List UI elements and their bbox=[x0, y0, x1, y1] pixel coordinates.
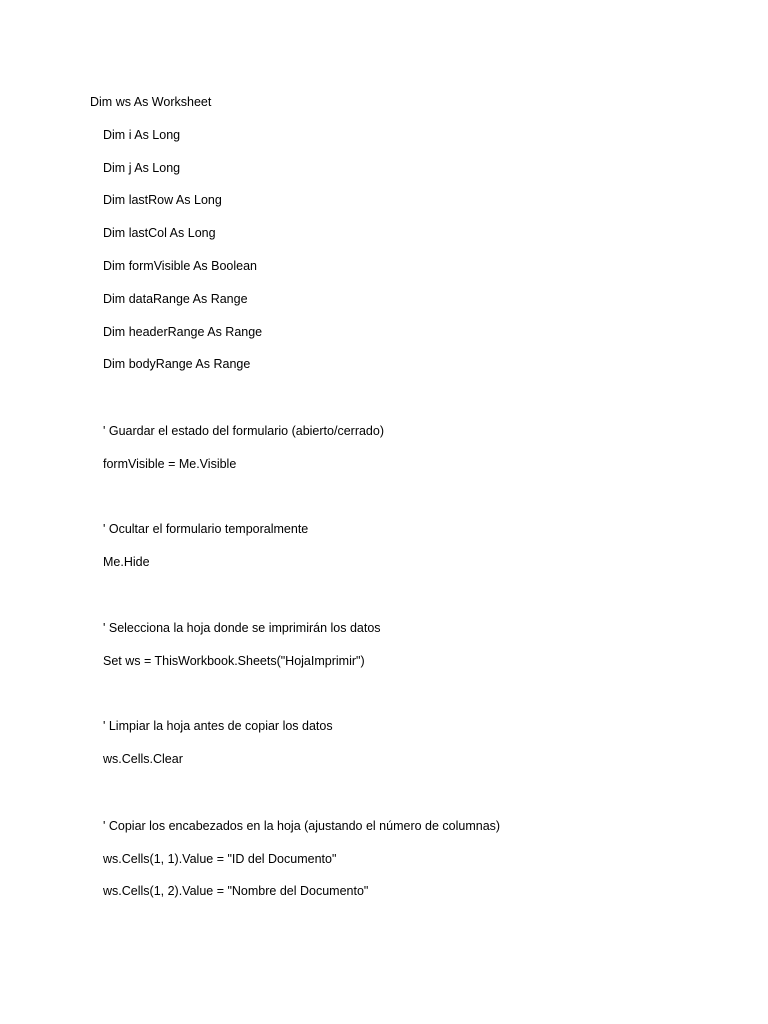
code-line: Dim formVisible As Boolean bbox=[103, 259, 258, 273]
code-line: ws.Cells.Clear bbox=[103, 752, 183, 766]
code-line: Set ws = ThisWorkbook.Sheets("HojaImprimir") bbox=[103, 654, 365, 668]
code-line: Dim ws As Worksheet bbox=[90, 95, 212, 109]
code-comment: ' Copiar los encabezados en la hoja (ajustando el número de columnas) bbox=[103, 819, 501, 833]
code-line: Dim dataRange As Range bbox=[103, 292, 248, 306]
code-line: Dim j As Long bbox=[103, 161, 181, 175]
code-line: Dim lastRow As Long bbox=[103, 193, 222, 207]
code-line: Dim bodyRange As Range bbox=[103, 357, 251, 371]
code-comment: ' Selecciona la hoja donde se imprimirán los datos bbox=[103, 621, 381, 635]
code-line: Me.Hide bbox=[103, 555, 150, 569]
code-line: ws.Cells(1, 1).Value = "ID del Documento" bbox=[103, 852, 337, 866]
code-line: ws.Cells(1, 2).Value = "Nombre del Documento" bbox=[103, 884, 369, 898]
code-line: Dim headerRange As Range bbox=[103, 325, 263, 339]
code-comment: ' Ocultar el formulario temporalmente bbox=[103, 522, 309, 536]
code-line: Dim i As Long bbox=[103, 128, 181, 142]
code-line: formVisible = Me.Visible bbox=[103, 457, 237, 471]
code-line: Dim lastCol As Long bbox=[103, 226, 216, 240]
code-comment: ' Limpiar la hoja antes de copiar los datos bbox=[103, 719, 333, 733]
code-comment: ' Guardar el estado del formulario (abierto/cerrado) bbox=[103, 424, 384, 438]
